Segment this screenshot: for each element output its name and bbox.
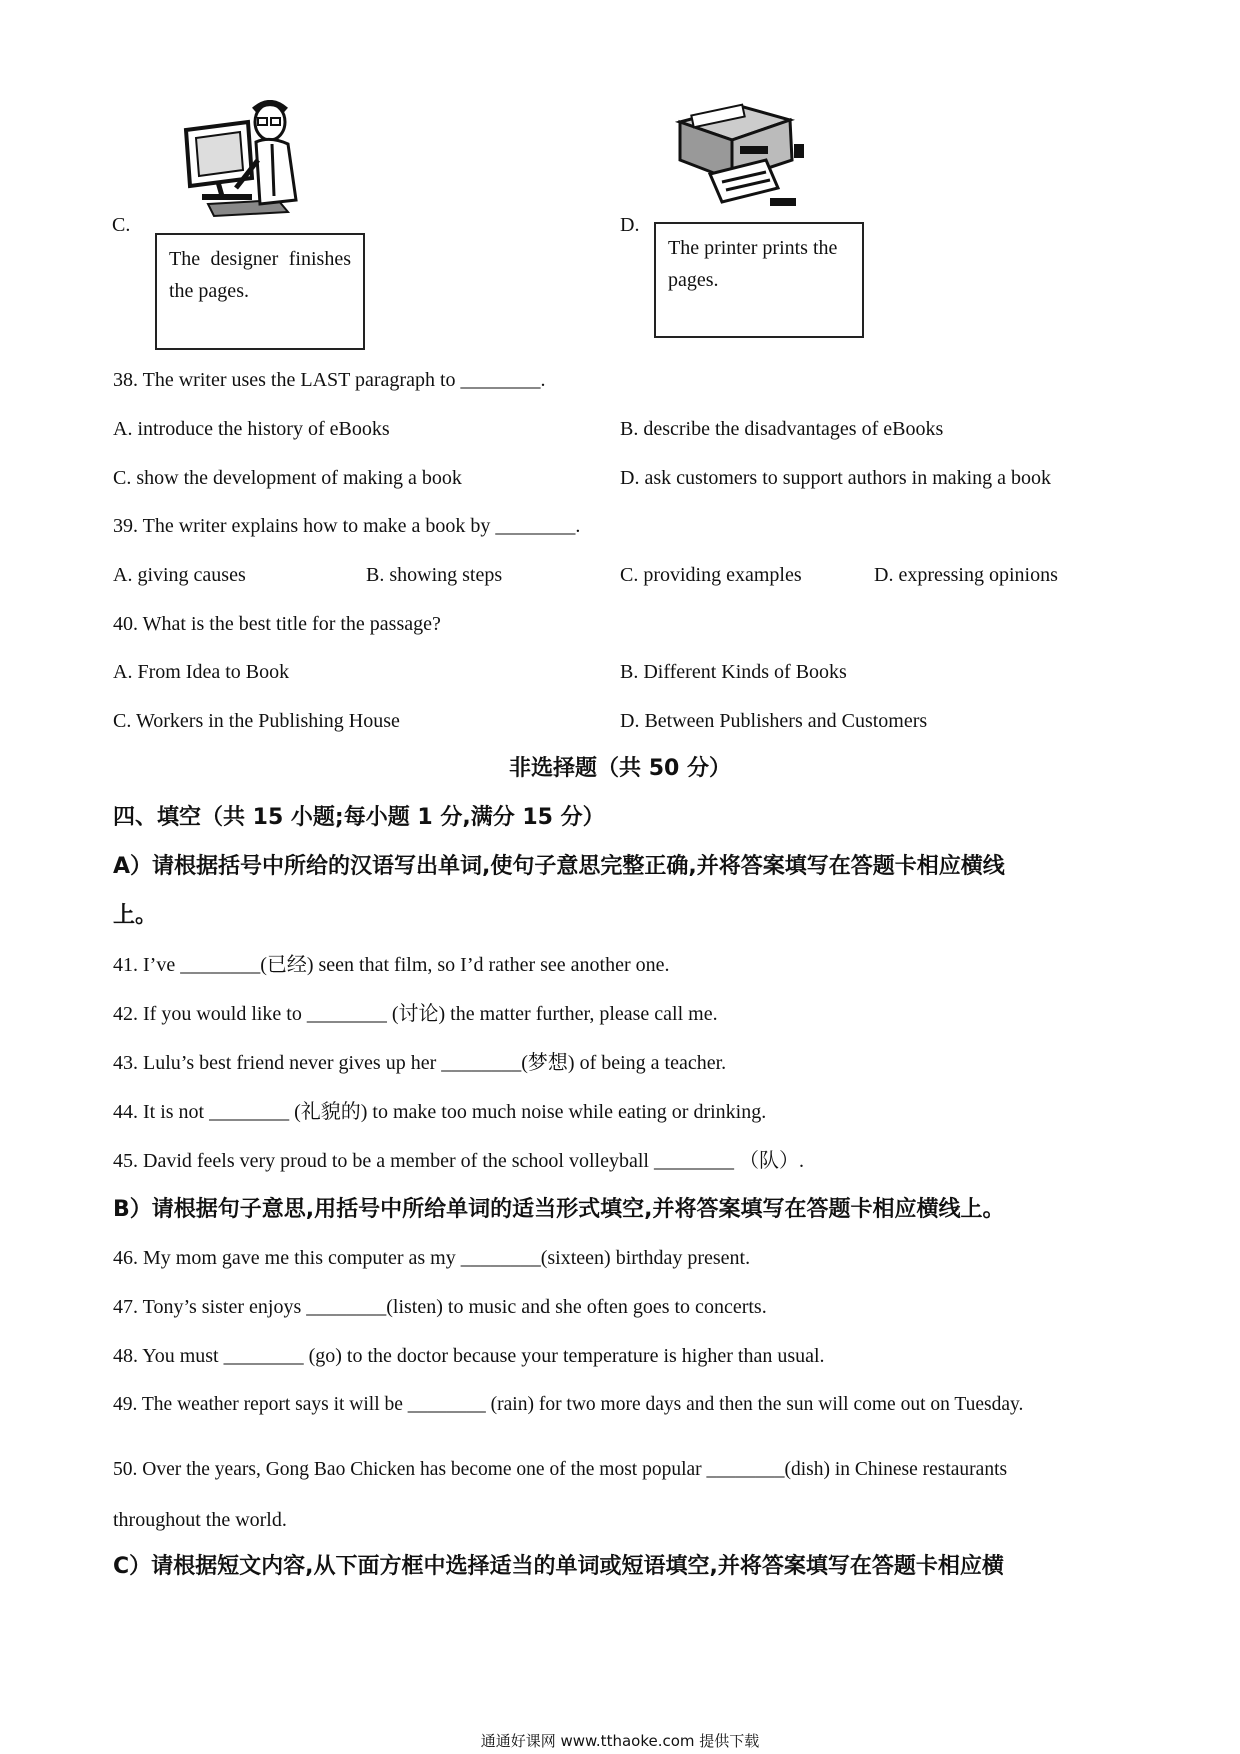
q40-option-d: D. Between Publishers and Customers (620, 710, 928, 732)
q45: 45. David feels very proud to be a member of the school volleyball ________ （队）. (113, 1150, 804, 1172)
q46: 46. My mom gave me this computer as my ________(sixteen) birthday present. (113, 1247, 751, 1269)
partA-instruction-line1: A）请根据括号中所给的汉语写出单词,使句子意思完整正确,并将答案填写在答题卡相应横线 (113, 854, 1005, 879)
option-c-label: C. (112, 214, 131, 236)
q38-option-c: C. show the development of making a book (113, 467, 462, 489)
designer-illustration (178, 100, 308, 218)
q43: 43. Lulu’s best friend never gives up her ________(梦想) of being a teacher. (113, 1052, 727, 1074)
q44: 44. It is not ________ (礼貌的) to make too much noise while eating or drinking. (113, 1101, 767, 1123)
q38-option-a: A. introduce the history of eBooks (113, 418, 390, 440)
partB-instruction: B）请根据句子意思,用括号中所给单词的适当形式填空,并将答案填写在答题卡相应横线上。 (113, 1197, 1005, 1222)
q38-option-b: B. describe the disadvantages of eBooks (620, 418, 944, 440)
q39-option-c: C. providing examples (620, 564, 802, 586)
q40-option-c: C. Workers in the Publishing House (113, 710, 400, 732)
q40-option-b: B. Different Kinds of Books (620, 661, 847, 683)
q40-option-a: A. From Idea to Book (113, 661, 290, 683)
q48: 48. You must ________ (go) to the doctor because your temperature is higher than usual. (113, 1345, 825, 1367)
q39-option-d: D. expressing opinions (874, 564, 1058, 586)
option-d-label: D. (620, 214, 640, 236)
q41: 41. I’ve ________(已经) seen that film, so I’d rather see another one. (113, 954, 670, 976)
caption-c-text: The designer finishes the pages. (169, 248, 351, 302)
partC-instruction: C）请根据短文内容,从下面方框中选择适当的单词或短语填空,并将答案填写在答题卡相应横 (113, 1554, 1004, 1579)
q38-stem: 38. The writer uses the LAST paragraph to ________. (113, 369, 546, 391)
q40-stem: 40. What is the best title for the passage? (113, 613, 441, 635)
printer-illustration (670, 102, 812, 220)
q42: 42. If you would like to ________ (讨论) the matter further, please call me. (113, 1003, 718, 1025)
page-footer: 通通好课网 www.tthaoke.com 提供下载 (480, 1732, 760, 1750)
q47: 47. Tony’s sister enjoys ________(listen) to music and she often goes to concerts. (113, 1296, 767, 1318)
q39-stem: 39. The writer explains how to make a book by ________. (113, 515, 581, 537)
partA-instruction-line2: 上。 (113, 903, 158, 928)
q50-line1: 50. Over the years, Gong Bao Chicken has become one of the most popular ________(dish) in Chinese restaurants (113, 1459, 1008, 1480)
part4-title: 四、填空（共 15 小题;每小题 1 分,满分 15 分） (113, 805, 605, 830)
q39-option-b: B. showing steps (366, 564, 503, 586)
caption-box-d (654, 222, 864, 338)
q49: 49. The weather report says it will be ________ (rain) for two more days and then the sun will come out on Tuesday. (113, 1394, 1024, 1415)
caption-box-c (155, 233, 365, 350)
caption-d-text: The printer prints the pages. (668, 237, 838, 291)
q39-option-a: A. giving causes (113, 564, 246, 586)
q38-option-d: D. ask customers to support authors in making a book (620, 467, 1052, 489)
section-title: 非选择题（共 50 分） (509, 756, 731, 781)
q50-line2: throughout the world. (113, 1509, 287, 1531)
